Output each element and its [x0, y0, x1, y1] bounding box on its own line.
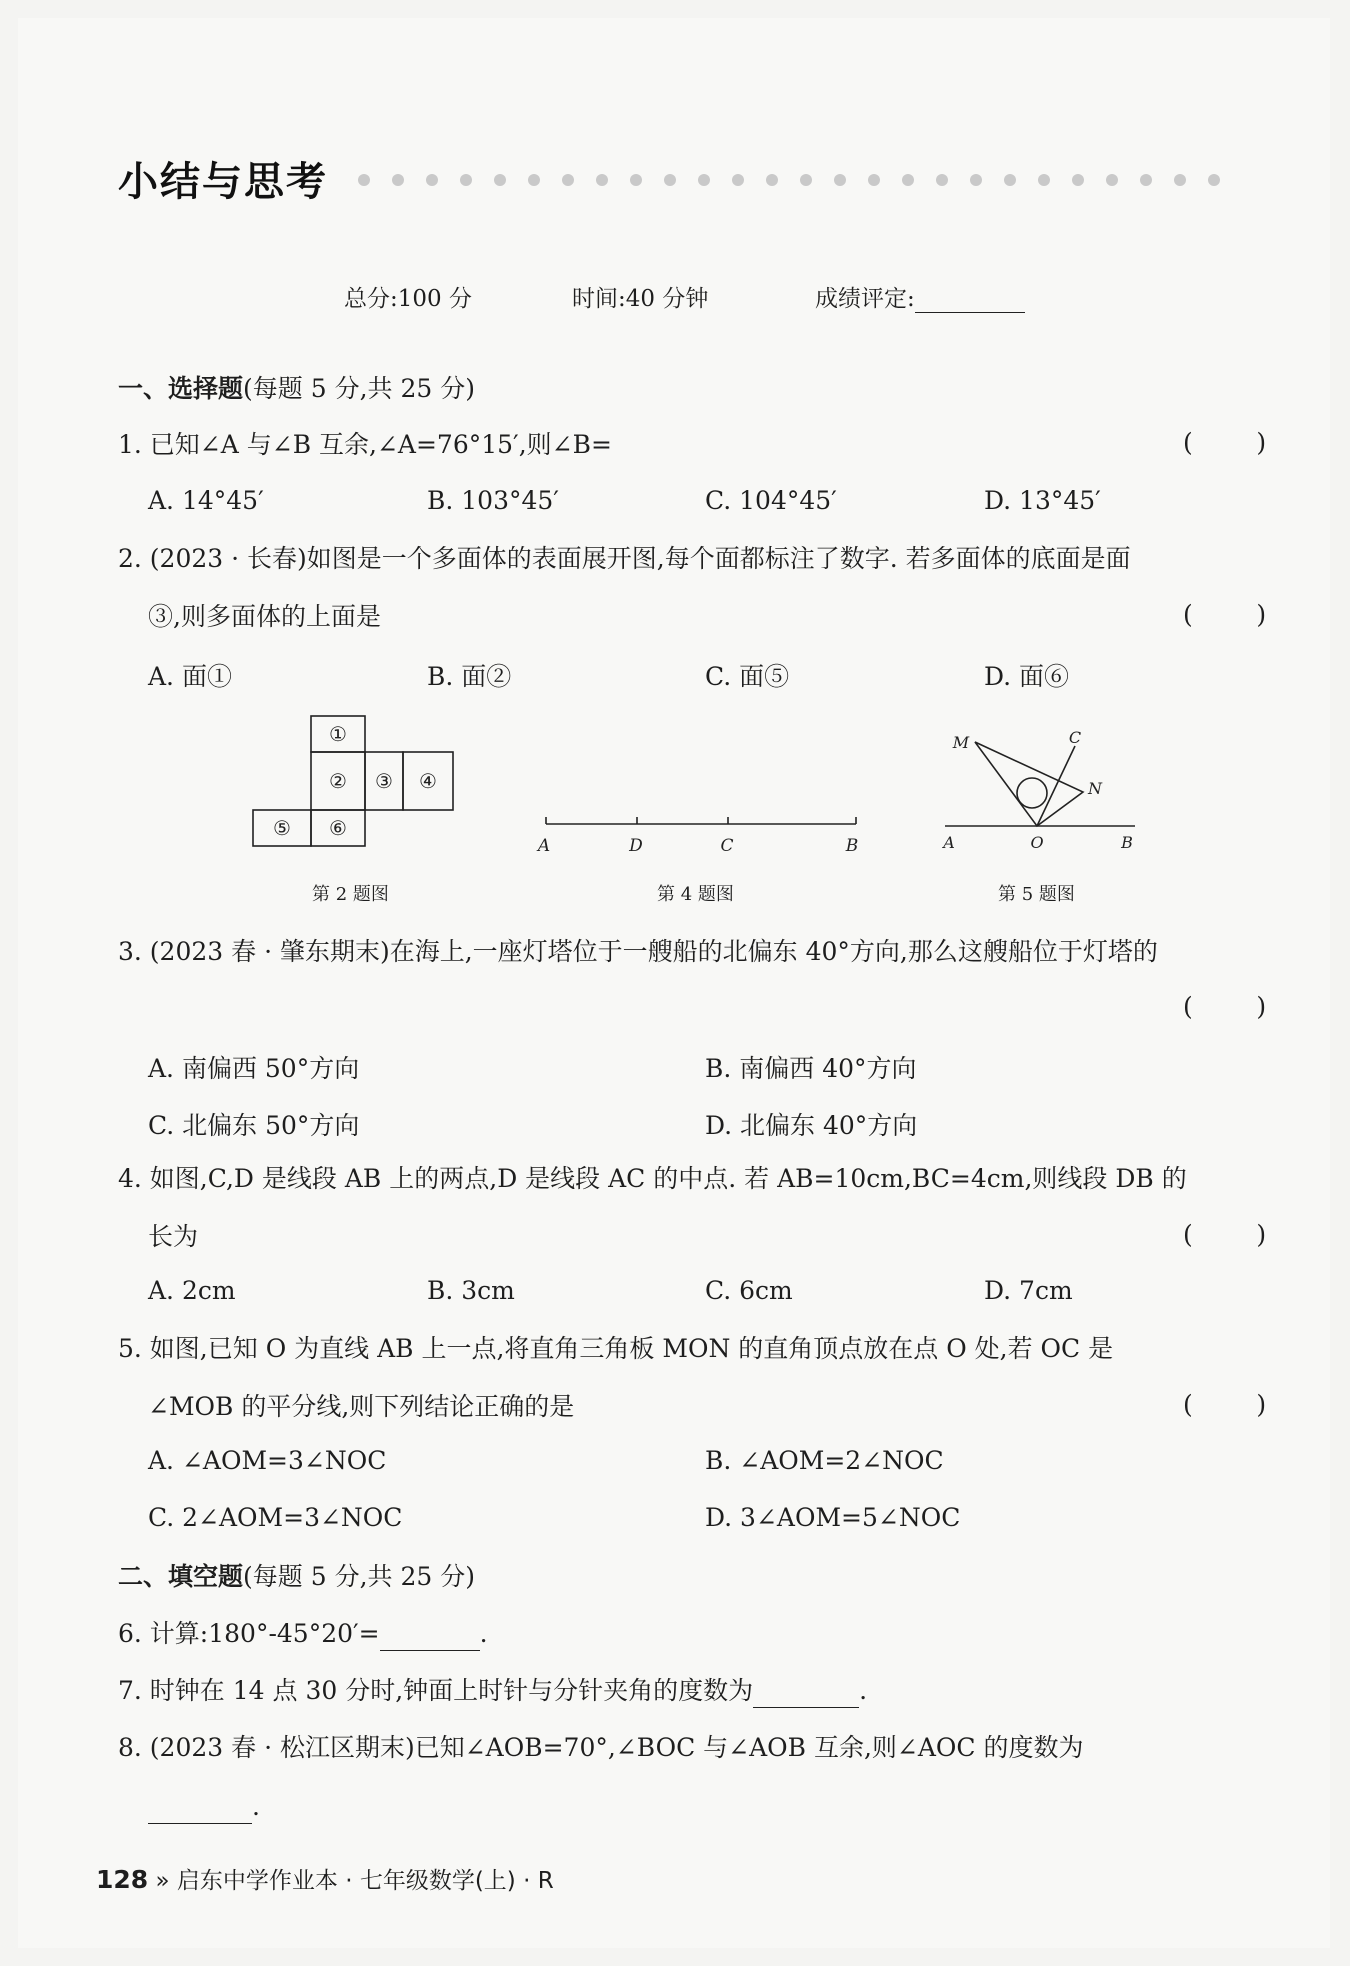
point-label-b: B	[845, 836, 859, 856]
q1-option-d[interactable]: D. 13°45′	[984, 486, 1101, 515]
q8-line2	[148, 1790, 260, 1824]
point-label-a: A	[537, 836, 551, 856]
title-dots	[358, 174, 1220, 186]
page-title: 小结与思考	[118, 159, 328, 205]
q2-option-c[interactable]: C. 面⑤	[705, 662, 790, 691]
q8-blank[interactable]	[148, 1801, 252, 1824]
triangle-hole	[1017, 778, 1047, 808]
section1-note: (每题 5 分,共 25 分)	[243, 374, 475, 403]
point-label-n: N	[1088, 779, 1102, 798]
q7-blank[interactable]	[753, 1685, 859, 1708]
q5-answer-paren[interactable]: ( )	[1183, 1390, 1267, 1419]
q7-end: .	[859, 1676, 868, 1705]
q2-line1: 2. (2023 · 长春)如图是一个多面体的表面展开图,每个面都标注了数字. 若多面体的底面是面	[118, 544, 1131, 573]
figure-4-segment	[530, 800, 870, 860]
q4-answer-paren[interactable]: ( )	[1183, 1220, 1267, 1249]
q3-option-a[interactable]: A. 南偏西 50°方向	[148, 1054, 360, 1083]
q3-option-c[interactable]: C. 北偏东 50°方向	[148, 1111, 360, 1140]
section2-title: 二、填空题	[118, 1562, 244, 1591]
net-label-3: ③	[375, 769, 393, 793]
q8-line1: 8. (2023 春 · 松江区期末)已知∠AOB=70°,∠BOC 与∠AOB 互余,则∠AOC 的度数为	[118, 1733, 1084, 1762]
q3-line1: 3. (2023 春 · 肇东期末)在海上,一座灯塔位于一艘船的北偏东 40°方向,那么这艘船位于灯塔的	[118, 937, 1158, 966]
net-label-2: ②	[329, 769, 347, 793]
q4-option-a[interactable]: A. 2cm	[148, 1276, 236, 1305]
meta-total: 总分:100 分	[344, 286, 472, 312]
point-label-b5: B	[1121, 833, 1133, 852]
q5-line1: 5. 如图,已知 O 为直线 AB 上一点,将直角三角板 MON 的直角顶点放在点 O 处,若 OC 是	[118, 1334, 1114, 1363]
q1-option-b[interactable]: B. 103°45′	[427, 486, 559, 515]
q2-answer-paren[interactable]: ( )	[1183, 600, 1267, 629]
q3-option-b[interactable]: B. 南偏西 40°方向	[705, 1054, 917, 1083]
triangle-mon	[975, 742, 1083, 826]
meta-grade	[815, 280, 1025, 313]
point-label-m: M	[952, 733, 970, 752]
q6-text: 6. 计算:180°-45°20′=	[118, 1619, 380, 1648]
meta-time: 时间:40 分钟	[572, 286, 709, 312]
q4-option-c[interactable]: C. 6cm	[705, 1276, 793, 1305]
figure-2-net	[248, 712, 458, 852]
figure-4-caption: 第 4 题图	[657, 884, 734, 905]
q1-option-c[interactable]: C. 104°45′	[705, 486, 837, 515]
page-footer	[96, 1862, 554, 1895]
q6-end: .	[479, 1619, 488, 1648]
q3-option-d[interactable]: D. 北偏东 40°方向	[705, 1111, 918, 1140]
net-label-5: ⑤	[273, 816, 291, 840]
figure-2-caption: 第 2 题图	[312, 884, 389, 905]
q1-option-a[interactable]: A. 14°45′	[148, 486, 264, 515]
point-label-c5: C	[1068, 728, 1082, 747]
footer-arrow-icon: »	[155, 1868, 170, 1894]
q1-answer-paren[interactable]: ( )	[1183, 428, 1267, 457]
q7-text: 7. 时钟在 14 点 30 分时,钟面上时针与分针夹角的度数为	[118, 1676, 754, 1705]
point-label-o: O	[1030, 833, 1044, 852]
section2-note: (每题 5 分,共 25 分)	[243, 1562, 475, 1591]
net-label-1: ①	[329, 722, 347, 746]
point-label-a5: A	[943, 833, 955, 852]
q2-option-a[interactable]: A. 面①	[148, 662, 232, 691]
q4-line1: 4. 如图,C,D 是线段 AB 上的两点,D 是线段 AC 的中点. 若 AB=10cm,BC=4cm,则线段 DB 的	[118, 1164, 1187, 1193]
q4-option-b[interactable]: B. 3cm	[427, 1276, 515, 1305]
q5-option-a[interactable]: A. ∠AOM=3∠NOC	[148, 1446, 387, 1475]
q4-option-d[interactable]: D. 7cm	[984, 1276, 1073, 1305]
point-label-d: D	[629, 836, 643, 856]
q6	[118, 1617, 488, 1651]
net-label-6: ⑥	[329, 816, 347, 840]
q7	[118, 1674, 867, 1708]
q5-option-d[interactable]: D. 3∠AOM=5∠NOC	[705, 1503, 961, 1532]
section1-heading	[118, 372, 475, 406]
q2-option-b[interactable]: B. 面②	[427, 662, 512, 691]
q2-option-d[interactable]: D. 面⑥	[984, 662, 1070, 691]
q8-end: .	[252, 1792, 260, 1821]
page-number: 128	[96, 1865, 149, 1894]
q4-line2: 长为	[148, 1222, 199, 1251]
section1-title: 一、选择题	[118, 374, 244, 403]
grade-blank[interactable]	[915, 290, 1025, 313]
figure-5-caption: 第 5 题图	[998, 884, 1075, 905]
section2-heading	[118, 1560, 475, 1594]
q5-option-b[interactable]: B. ∠AOM=2∠NOC	[705, 1446, 944, 1475]
point-label-c: C	[720, 836, 734, 856]
q2-line2: ③,则多面体的上面是	[148, 602, 381, 631]
figure-5-angles	[935, 720, 1150, 860]
q3-answer-paren[interactable]: ( )	[1183, 992, 1267, 1021]
q5-line2: ∠MOB 的平分线,则下列结论正确的是	[148, 1392, 575, 1421]
q6-blank[interactable]	[380, 1628, 480, 1651]
meta-grade-label: 成绩评定:	[815, 286, 915, 312]
book-title: 启东中学作业本 · 七年级数学(上) · R	[176, 1868, 554, 1894]
q5-option-c[interactable]: C. 2∠AOM=3∠NOC	[148, 1503, 403, 1532]
net-label-4: ④	[419, 769, 437, 793]
q1-text: 1. 已知∠A 与∠B 互余,∠A=76°15′,则∠B=	[118, 430, 612, 459]
